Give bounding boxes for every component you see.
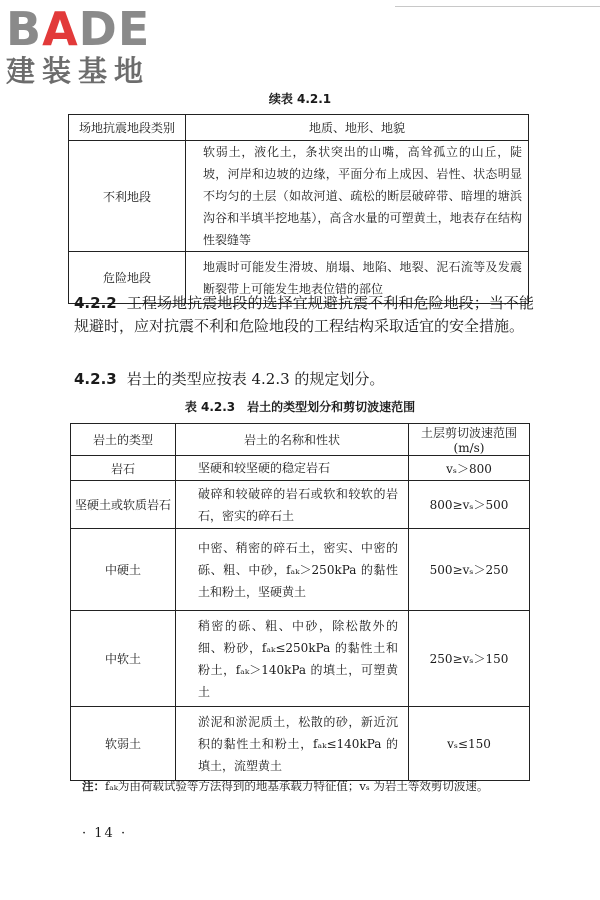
table-row (71, 481, 530, 529)
soil-type: 中软土 (71, 611, 176, 707)
soil-classification-table (70, 423, 530, 781)
soil-type: 软弱土 (71, 707, 176, 781)
table-row (71, 529, 530, 611)
table-header-row (69, 115, 529, 141)
table-header-row (71, 424, 530, 456)
clause-text: 工程场地抗震地段的选择宜规避抗震不利和危险地段；当不能规避时，应对抗震不利和危险地段的工程结构采取适宜的安全措施。 (74, 294, 534, 335)
soil-type: 中硬土 (71, 529, 176, 611)
column-header: 场地抗震地段类别 (69, 115, 186, 141)
column-header: 岩土的类型 (71, 424, 176, 456)
clause-number: 4.2.3 (74, 370, 117, 388)
soil-description: 稍密的砾、粗、中砂，除松散外的细、粉砂，fₐₖ≤250kPa 的黏性土和粉土，fₐₖ＞140kPa 的填土，可塑黄土 (176, 611, 409, 707)
clause-4-2-2 (74, 292, 534, 338)
table-row (71, 611, 530, 707)
column-header: 地质、地形、地貌 (186, 115, 529, 141)
table-row (71, 707, 530, 781)
note-label: 注： (82, 779, 105, 793)
clause-text: 岩土的类型应按表 4.2.3 的规定划分。 (126, 370, 385, 388)
soil-description: 淤泥和淤泥质土，松散的砂，新近沉积的黏性土和粉土，fₐₖ≤140kPa 的填土，流塑黄土 (176, 707, 409, 781)
column-header: 岩土的名称和性状 (176, 424, 409, 456)
zone-category: 不利地段 (69, 141, 186, 252)
table1-caption: 续表 4.2.1 (268, 92, 332, 106)
table2-caption: 表 4.2.3 岩土的类型划分和剪切波速范围 (184, 400, 416, 414)
table-row (69, 141, 529, 252)
table-note (82, 778, 552, 794)
zone-description: 地震时可能发生滑坡、崩塌、地陷、地裂、泥石流等及发震断裂带上可能发生地表位错的部位 (186, 252, 529, 304)
shear-wave-range: 250≥vₛ＞150 (409, 611, 530, 707)
soil-type: 坚硬土或软质岩石 (71, 481, 176, 529)
brand-logo (6, 4, 181, 90)
clause-4-2-3 (74, 368, 534, 391)
site-seismic-zone-table (68, 114, 529, 304)
soil-type: 岩石 (71, 456, 176, 481)
logo-subtitle: 建装基地 (6, 54, 151, 88)
shear-wave-range: 800≥vₛ＞500 (409, 481, 530, 529)
page-number: · 14 · (82, 826, 128, 841)
shear-wave-range: vₛ≤150 (409, 707, 530, 781)
clause-number: 4.2.2 (74, 294, 117, 312)
zone-category: 危险地段 (69, 252, 186, 304)
table-row (71, 456, 530, 481)
soil-description: 中密、稍密的碎石土，密实、中密的砾、粗、中砂，fₐₖ＞250kPa 的黏性土和粉土，坚硬黄土 (176, 529, 409, 611)
note-text: fₐₖ为由荷载试验等方法得到的地基承载力特征值；vₛ 为岩土等效剪切波速。 (105, 779, 489, 793)
soil-description: 破碎和较破碎的岩石或软和较软的岩石，密实的碎石土 (176, 481, 409, 529)
logo-wordmark: BADE (6, 2, 151, 56)
shear-wave-range: 500≥vₛ＞250 (409, 529, 530, 611)
shear-wave-range: vₛ＞800 (409, 456, 530, 481)
soil-description: 坚硬和较坚硬的稳定岩石 (176, 456, 409, 481)
header-rule (395, 6, 600, 7)
zone-description: 软弱土，液化土，条状突出的山嘴，高耸孤立的山丘，陡坡，河岸和边坡的边缘，平面分布上成因、岩性、状态明显不均匀的土层（如故河道、疏松的断层破碎带、暗埋的塘浜沟谷和半填半挖地基），高含水量的可塑黄土，地表存在结构性裂缝等 (186, 141, 529, 252)
column-header: 土层剪切波速范围(m/s) (409, 424, 530, 456)
